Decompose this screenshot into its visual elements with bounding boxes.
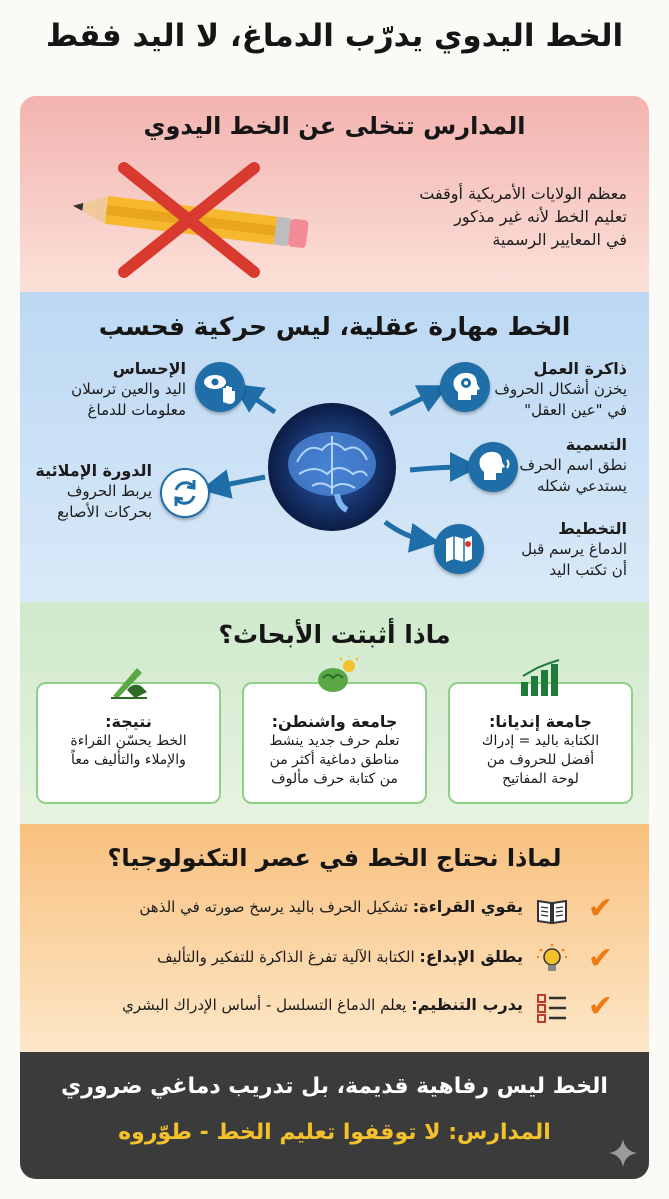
footer-call-to-action: المدارس: لا توقفوا تعليم الخط - طوّروه (118, 1120, 551, 1145)
list-item: ✔ يدرب التنظيم: يعلم الدماغ التسلسل - أساس الإدراك البشري (122, 989, 613, 1024)
bar-chart-icon (519, 658, 563, 698)
working-memory-item: ذاكرة العمل يخزن أشكال الحروف في "عين العقل" (494, 359, 627, 419)
planning-item: التخطيط الدماغ يرسم قبل أن تكتب اليد (521, 519, 627, 579)
research-box-result: نتيجة: الخط يحسّن القراءة والإملاء والتأليف معاً (36, 682, 221, 804)
section-heading: المدارس تتخلى عن الخط اليدوي (143, 112, 526, 140)
footer-banner (20, 1052, 649, 1179)
naming-item: التسمية نطق اسم الحرف يستدعي شكله (519, 435, 627, 495)
section-why (20, 824, 649, 1052)
section-heading: ماذا أثبتت الأبحاث؟ (218, 620, 451, 649)
check-icon: ✔ (587, 891, 613, 926)
page-title: الخط اليدوي يدرّب الدماغ، لا اليد فقط (45, 18, 624, 54)
section-schools (20, 96, 649, 292)
section-heading: لماذا نحتاج الخط في عصر التكنولوجيا؟ (107, 844, 562, 872)
spelling-loop-item: الدورة الإملائية يربط الحروف بحركات الأصابع (35, 461, 152, 521)
book-icon (535, 893, 569, 927)
section-heading: الخط مهارة عقلية، ليس حركية فحسب (98, 312, 571, 341)
speaking-head-icon (468, 442, 518, 492)
brain-bulb-icon (313, 656, 359, 698)
sparkle-icon (608, 1138, 638, 1168)
head-gear-icon (440, 362, 490, 412)
check-icon: ✔ (587, 941, 613, 976)
section1-text: معظم الولايات الأمريكية أوقفت تعليم الخط لأنه غير مذكور في المعايير الرسمية (419, 184, 627, 249)
crossed-pencil-icon (64, 160, 314, 280)
research-box-washington: جامعة واشنطن: تعلم حرف جديد ينشط مناطق دماغية أكثر من من كتابة حرف مألوف (242, 682, 427, 804)
checklist-icon (535, 991, 569, 1025)
section-research (20, 602, 649, 824)
eye-hand-icon (195, 362, 245, 412)
sensation-item: الإحساس اليد والعين ترسلان معلومات للدماغ (71, 359, 186, 419)
cycle-arrows-icon (160, 468, 210, 518)
footer-statement: الخط ليس رفاهية قديمة، بل تدريب دماغي ضروري (61, 1074, 608, 1099)
check-icon: ✔ (587, 989, 613, 1024)
writing-hand-icon (107, 660, 151, 700)
lightbulb-icon (535, 943, 569, 977)
map-icon (434, 524, 484, 574)
list-item: ✔ يطلق الإبداع: الكتابة الآلية تفرغ الذاكرة للتفكير والتأليف (157, 941, 613, 976)
brain-icon (267, 402, 397, 532)
research-box-indiana: جامعة إنديانا: الكتابة باليد = إدراك أفضل للحروف من لوحة المفاتيح (448, 682, 633, 804)
list-item: ✔ يقوي القراءة: تشكيل الحرف باليد يرسخ صورته في الذهن (139, 891, 613, 926)
section-mental-skill (20, 292, 649, 602)
